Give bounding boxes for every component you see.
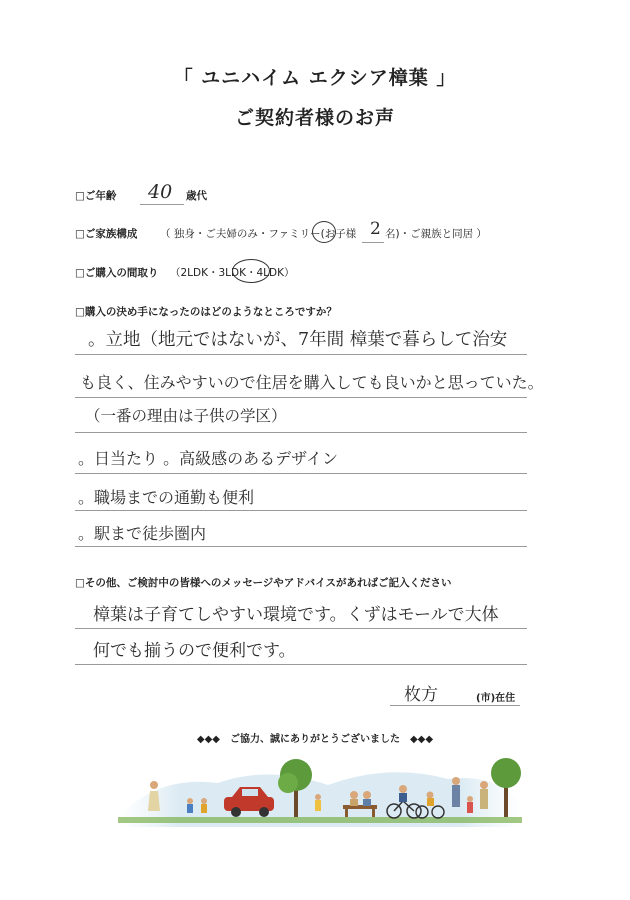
community-illustration <box>118 745 522 827</box>
residence-suffix: (市)在住 <box>476 693 516 704</box>
age-label: □ご年齢 <box>75 190 117 202</box>
reason-line-3: （一番の理由は子供の学区） <box>85 407 287 425</box>
family-options: （ 独身・ご夫婦のみ・ファミリー(お子様 <box>160 228 357 240</box>
family-children-count: 2 <box>370 219 381 239</box>
person-icon <box>148 781 160 811</box>
family-choice-circle <box>312 221 336 243</box>
answer-rule <box>75 354 527 355</box>
layout-choice-circle <box>232 259 270 283</box>
residence-underline <box>390 705 520 706</box>
answer-rule <box>75 432 527 433</box>
message-line-1: 樟葉は子育てしやすい環境です。くずはモールで大体 <box>93 605 499 625</box>
reason-question: □購入の決め手になったのはどのようなところですか？ <box>75 306 337 318</box>
age-suffix: 歳代 <box>186 190 207 202</box>
answer-rule <box>75 473 527 474</box>
message-line-2: 何でも揃うので便利です。 <box>93 641 296 661</box>
answer-rule <box>75 664 527 665</box>
layout-options: （2LDK・3LDK・4LDK） <box>170 267 295 279</box>
reason-line-4: 。日当たり 。高級感のあるデザイン <box>78 449 338 468</box>
document-title: 「 ユニハイム エクシア樟葉 」 <box>173 67 457 89</box>
reason-line-5: 。職場までの通勤も便利 <box>78 488 255 507</box>
residence-city: 枚方 <box>404 685 438 705</box>
child-icon <box>201 798 207 813</box>
answer-rule <box>75 510 527 511</box>
answer-rule <box>75 628 527 629</box>
answer-rule <box>75 546 527 547</box>
age-underline <box>140 204 184 205</box>
message-question: □その他、ご検討中の皆様へのメッセージやアドバイスがあればご記入ください <box>75 577 452 589</box>
family-count-underline <box>362 242 384 243</box>
age-value: 40 <box>148 181 173 203</box>
ground-strip <box>118 817 522 823</box>
child-icon <box>315 794 321 811</box>
reason-line-1: 。立地（地元ではないが、7年間 樟葉で暮らして治安 <box>88 330 508 350</box>
layout-label: □ご購入の間取り <box>75 267 159 279</box>
reason-line-6: 。駅まで徒歩圏内 <box>78 524 207 543</box>
family-options-suffix: 名)・ご親族と同居 ） <box>385 228 487 240</box>
child-icon <box>187 798 193 813</box>
document-subtitle: ご契約者様のお声 <box>234 107 395 129</box>
reason-line-2: も良く、住みやすいので住居を購入しても良いかと思っていた。 <box>80 373 544 392</box>
thanks-message: ◆◆◆ ご協力、誠にありがとうございました ◆◆◆ <box>196 734 434 745</box>
family-label: □ご家族構成 <box>75 228 138 240</box>
answer-rule <box>75 397 527 398</box>
